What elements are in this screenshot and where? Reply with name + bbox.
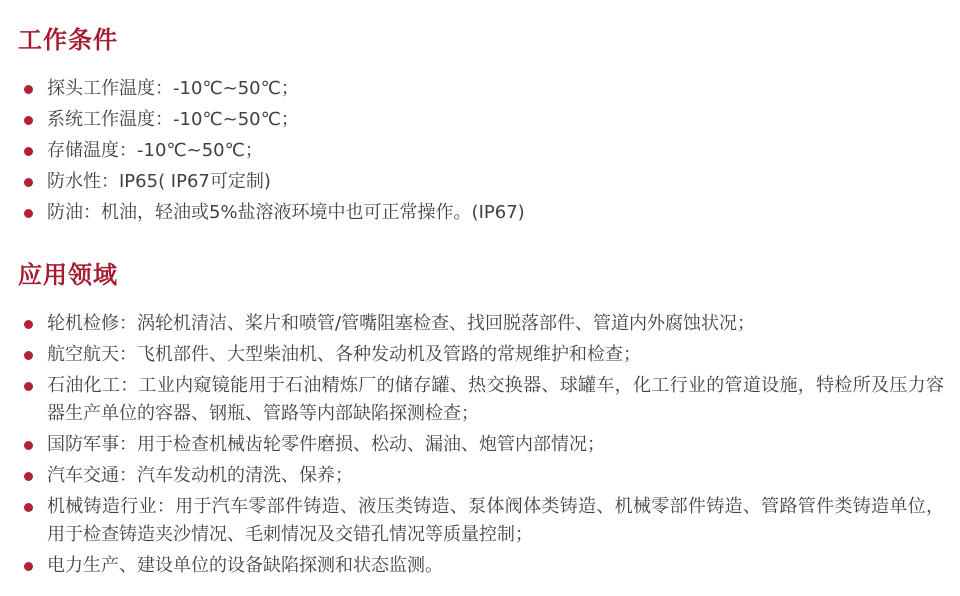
bullet-icon	[24, 351, 33, 360]
list-item-text: 石油化工：工业内窥镜能用于石油精炼厂的储存罐、热交换器、球罐车，化工行业的管道设施，特检所及压力容器生产单位的容器、钢瓶、管路等内部缺陷探测检查；	[47, 374, 944, 424]
bullet-icon	[24, 562, 33, 571]
list-item-text: 电力生产、建设单位的设备缺陷探测和状态监测。	[47, 554, 443, 576]
bullet-icon	[24, 116, 33, 125]
section-title-application-areas: 应用领域	[18, 260, 118, 289]
list-item-text: 国防军事：用于检查机械齿轮零件磨损、松动、漏油、炮管内部情况；	[47, 433, 605, 455]
list-item	[24, 431, 944, 459]
list-item-text: 机械铸造行业：用于汽车零部件铸造、液压类铸造、泵体阀体类铸造、机械零部件铸造、管路管件类铸造单位，用于检查铸造夹沙情况、毛刺情况及交错孔情况等质量控制；	[47, 495, 944, 545]
list-item-text: 轮机检修：涡轮机清洁、桨片和喷管/管嘴阻塞检查、找回脱落部件、管道内外腐蚀状况；	[47, 312, 756, 334]
section-application-areas	[18, 261, 944, 580]
list-item-text: 探头工作温度：-10℃~50℃；	[47, 77, 299, 99]
section-title-working-conditions: 工作条件	[18, 26, 118, 54]
list-item	[24, 372, 944, 428]
section-working-conditions	[18, 26, 944, 227]
bullet-icon	[24, 178, 33, 187]
list-item	[24, 168, 944, 196]
list-item	[24, 493, 944, 549]
list-item	[24, 106, 944, 134]
list-item	[24, 310, 944, 338]
bullet-icon	[24, 147, 33, 156]
list-item-text: 存储温度：-10℃~50℃；	[47, 139, 263, 161]
bullet-icon	[24, 503, 33, 512]
list-item-text: 航空航天：飞机部件、大型柴油机、各种发动机及管路的常规维护和检查；	[47, 343, 641, 365]
working-conditions-list	[18, 75, 944, 227]
bullet-icon	[24, 85, 33, 94]
list-item-text: 防水性：IP65( IP67可定制)	[47, 170, 271, 192]
bullet-icon	[24, 472, 33, 481]
application-areas-list	[18, 310, 944, 580]
bullet-icon	[24, 320, 33, 329]
bullet-icon	[24, 441, 33, 450]
list-item-text: 防油：机油，轻油或5%盐溶液环境中也可正常操作。(IP67)	[47, 201, 525, 223]
list-item	[24, 462, 944, 490]
list-item	[24, 552, 944, 580]
list-item	[24, 75, 944, 103]
bullet-icon	[24, 209, 33, 218]
bullet-icon	[24, 382, 33, 391]
list-item	[24, 199, 944, 227]
list-item	[24, 137, 944, 165]
list-item-text: 汽车交通：汽车发动机的清洗、保养；	[47, 464, 353, 486]
list-item-text: 系统工作温度：-10℃~50℃；	[47, 108, 299, 130]
list-item	[24, 341, 944, 369]
